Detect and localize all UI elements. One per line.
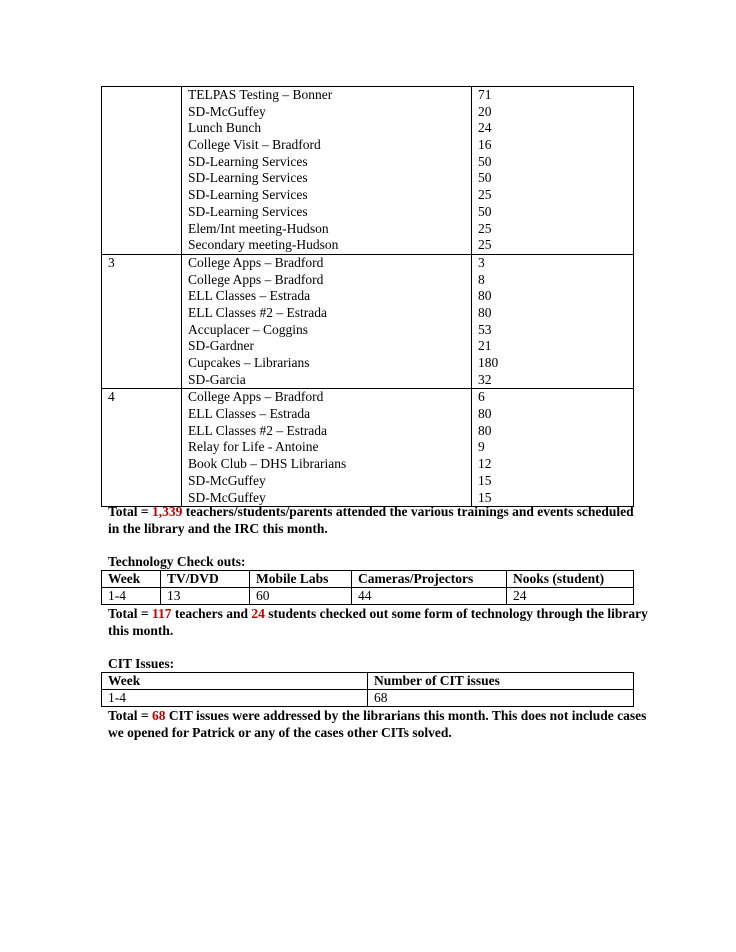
event-count: 6 [478, 389, 485, 405]
event-name: College Visit – Bradford [188, 137, 321, 153]
tech-cell-nooks: 24 [507, 588, 634, 605]
event-count: 8 [478, 271, 485, 287]
event-name: SD-Learning Services [188, 187, 308, 203]
event-count: 25 [478, 237, 492, 253]
event-count: 80 [478, 288, 492, 304]
event-count: 15 [478, 489, 492, 505]
attendance-total: Total = 1,339 teachers/students/parents attended the various trainings and events scheduled in the library and the IRC this month. [108, 504, 634, 536]
event-name: College Apps – Bradford [188, 271, 324, 287]
cit-heading: CIT Issues: [108, 656, 175, 671]
tech-cell-cameras: 44 [352, 588, 507, 605]
event-name: Cupcakes – Librarians [188, 355, 310, 370]
event-name: SD-McGuffey [188, 489, 266, 505]
event-count: 16 [478, 137, 492, 153]
event-count: 50 [478, 153, 492, 169]
event-name: SD-Gardner [188, 338, 254, 354]
event-name: SD-McGuffey [188, 103, 266, 119]
tech-cell-mobile-labs: 60 [250, 588, 352, 605]
event-count: 180 [478, 355, 499, 370]
events-name-cell [182, 389, 472, 507]
event-name: Accuplacer – Coggins [188, 321, 308, 337]
events-count-cell [472, 87, 634, 255]
cit-data-row [102, 690, 634, 707]
cit-total: Total = 68 CIT issues were addressed by the librarians this month. This does not include cases we opened for Patrick or any of the cases other CITs solved. [108, 708, 647, 740]
event-count: 50 [478, 203, 492, 219]
tech-header-nooks: Nooks (student) [507, 571, 634, 588]
event-count: 53 [478, 321, 492, 337]
event-count: 80 [478, 422, 492, 438]
event-count: 25 [478, 187, 492, 203]
event-name: SD-Garcia [188, 371, 246, 387]
tech-cell-tvdvd: 13 [161, 588, 250, 605]
cit-header-row [102, 673, 634, 690]
tech-total: Total = 117 teachers and 24 students checked out some form of technology through the library this month. [108, 606, 648, 638]
event-name: Elem/Int meeting-Hudson [188, 220, 329, 236]
cit-header-count: Number of CIT issues [368, 673, 634, 690]
event-count: 3 [478, 254, 485, 270]
tech-data-row [102, 588, 634, 605]
event-count: 25 [478, 220, 492, 236]
event-count: 50 [478, 170, 492, 186]
event-name: TELPAS Testing – Bonner [188, 87, 333, 102]
events-week-group [102, 389, 634, 507]
tech-total-students: 24 [251, 606, 265, 621]
events-week-group [102, 254, 634, 389]
event-name: SD-Learning Services [188, 153, 308, 169]
event-name: Book Club – DHS Librarians [188, 456, 347, 472]
cit-cell-count: 68 [368, 690, 634, 707]
tech-header-week: Week [102, 571, 161, 588]
events-count-cell [472, 254, 634, 389]
events-week-group [102, 87, 634, 255]
events-count-cell [472, 389, 634, 507]
event-count: 15 [478, 472, 492, 488]
event-count: 21 [478, 338, 492, 354]
event-name: Relay for Life - Antoine [188, 439, 319, 455]
event-count: 9 [478, 439, 485, 455]
event-count: 24 [478, 120, 492, 136]
events-week-cell [102, 254, 182, 389]
cit-header-week: Week [102, 673, 368, 690]
events-week-cell [102, 87, 182, 255]
cit-total-value: 68 [151, 708, 166, 723]
event-name: SD-Learning Services [188, 203, 308, 219]
event-name: ELL Classes – Estrada [188, 288, 311, 304]
event-count: 80 [478, 406, 492, 422]
events-week-label: 3 [108, 254, 115, 270]
events-week-label [108, 87, 181, 104]
tech-header-cameras: Cameras/Projectors [352, 571, 507, 588]
event-count: 12 [478, 456, 492, 472]
events-week-label: 4 [108, 389, 115, 405]
event-name: Secondary meeting-Hudson [188, 237, 339, 253]
event-count: 71 [478, 87, 492, 102]
tech-cell-week: 1-4 [102, 588, 161, 605]
event-name: ELL Classes #2 – Estrada [188, 304, 327, 320]
event-name: SD-McGuffey [188, 472, 266, 488]
events-name-cell [182, 87, 472, 255]
event-name: ELL Classes – Estrada [188, 406, 311, 422]
events-week-cell [102, 389, 182, 507]
cit-table [101, 672, 634, 707]
events-name-cell [182, 254, 472, 389]
tech-table [101, 570, 634, 605]
event-count: 80 [478, 304, 492, 320]
event-name: College Apps – Bradford [188, 389, 324, 405]
tech-header-row [102, 571, 634, 588]
event-name: SD-Learning Services [188, 170, 308, 186]
tech-header-mobile-labs: Mobile Labs [250, 571, 352, 588]
events-table [101, 86, 634, 507]
event-count: 20 [478, 103, 492, 119]
cit-cell-week: 1-4 [102, 690, 368, 707]
tech-total-teachers: 117 [151, 606, 172, 621]
event-name: ELL Classes #2 – Estrada [188, 422, 327, 438]
event-count: 32 [478, 371, 492, 387]
event-name: Lunch Bunch [188, 120, 262, 136]
tech-header-tvdvd: TV/DVD [161, 571, 250, 588]
tech-heading: Technology Check outs: [108, 554, 246, 569]
event-name: College Apps – Bradford [188, 254, 324, 270]
attendance-total-value: 1,339 [151, 504, 183, 519]
